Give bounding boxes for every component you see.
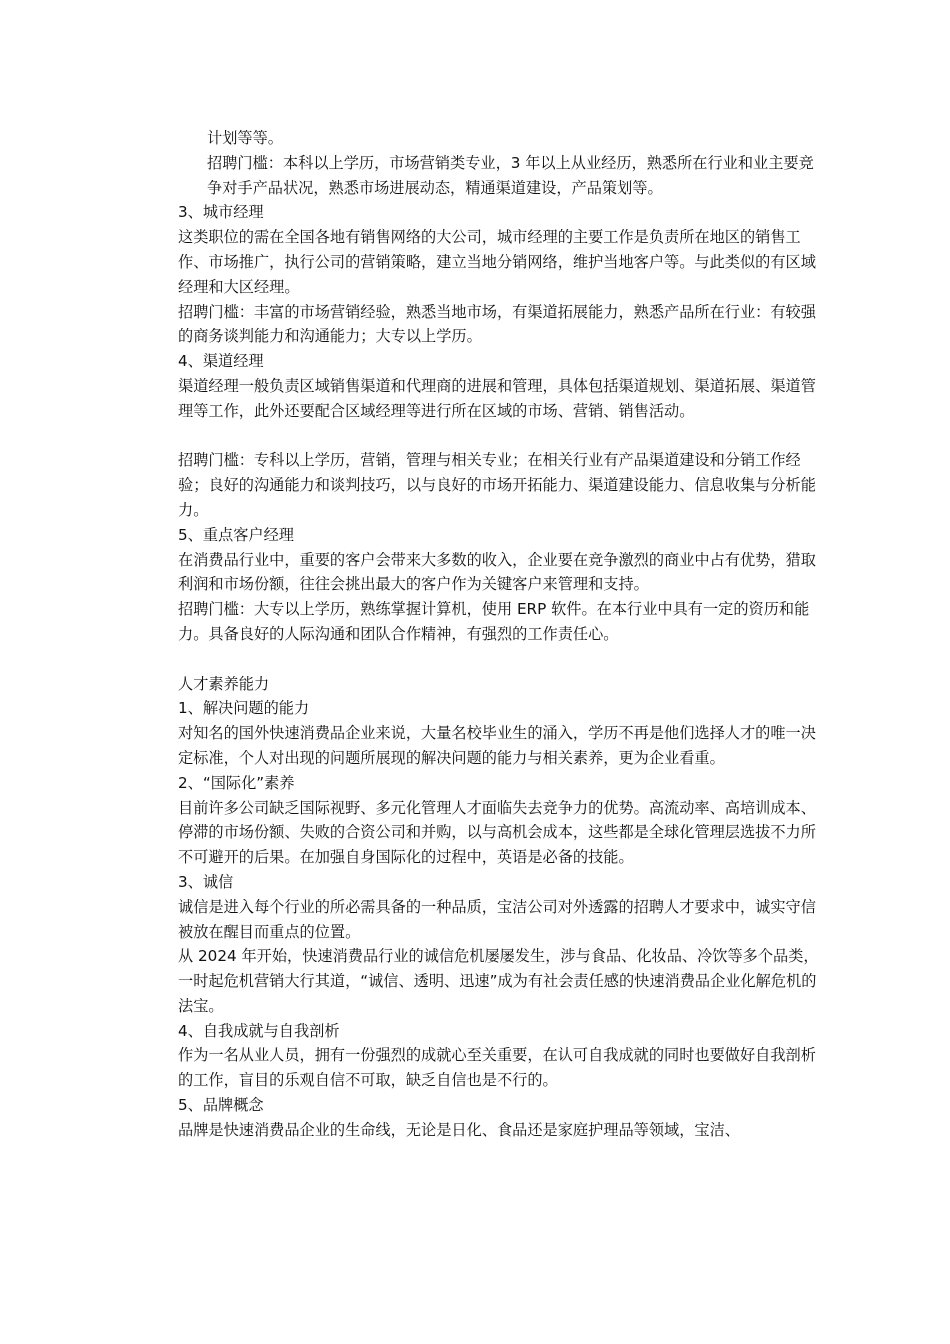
section-heading-key-account-manager: 5、重点客户经理	[178, 525, 294, 544]
paragraph-channel-manager-desc: 渠道经理一般负责区域销售渠道和代理商的进展和管理，具体包括渠道规划、渠道拓展、渠道管理等工作，此外还要配合区域经理等进行所在区域的市场、营销、销售活动。	[178, 376, 816, 420]
paragraph-problem-solving: 对知名的国外快速消费品企业来说，大量名校毕业生的涌入，学历不再是他们选择人才的唯一决定标准，个人对出现的问题所展现的解决问题的能力与相关素养，更为企业看重。	[178, 724, 816, 767]
section-heading-channel-manager: 4、渠道经理	[178, 352, 264, 371]
paragraph-key-account-desc: 在消费品行业中，重要的客户会带来大多数的收入，企业要在竞争激烈的商业中占有优势，猎取利润和市场份额，往往会挑出最大的客户作为关键客户来管理和支持。	[178, 550, 816, 594]
paragraph-recruit-threshold-1: 招聘门槛：本科以上学历，市场营销类专业，3 年以上从业经历，熟悉所在行业和业主要竞争对手产品状况，熟悉市场进展动态，精通渠道建设，产品策划等。	[207, 153, 814, 197]
paragraph-integrity-1: 诚信是进入每个行业的所必需具备的一种品质，宝洁公司对外透露的招聘人才要求中，诚实守信被放在醒目而重点的位置。	[178, 897, 816, 941]
subheading-self-achievement: 4、自我成就与自我剖析	[178, 1021, 340, 1040]
section-heading-city-manager: 3、城市经理	[178, 203, 264, 222]
paragraph-continuation: 计划等等。	[207, 129, 283, 147]
subheading-integrity: 3、诚信	[178, 872, 234, 891]
document-body	[178, 126, 823, 1143]
subheading-internationalization: 2、“国际化”素养	[178, 773, 295, 792]
blank-line	[178, 424, 823, 449]
subheading-brand-concept: 5、品牌概念	[178, 1096, 264, 1115]
subheading-problem-solving: 1、解决问题的能力	[178, 699, 310, 718]
blank-line	[178, 647, 823, 672]
section-heading-talent-qualities: 人才素养能力	[178, 674, 270, 693]
paragraph-self-achievement: 作为一名从业人员，拥有一份强烈的成就心至关重要，在认可自我成就的同时也要做好自我剖析的工作，盲目的乐观自信不可取，缺乏自信也是不行的。	[178, 1046, 816, 1090]
paragraph-city-manager-desc: 这类职位的需在全国各地有销售网络的大公司，城市经理的主要工作是负责所在地区的销售工作、市场推广，执行公司的营销策略，建立当地分销网络，维护当地客户等。与此类似的有区域经理和大区经理。	[178, 228, 816, 296]
paragraph-channel-manager-threshold: 招聘门槛：专科以上学历，营销，管理与相关专业；在相关行业有产品渠道建设和分销工作经验；良好的沟通能力和谈判技巧，以与良好的市场开拓能力、渠道建设能力、信息收集与分析能力。	[178, 451, 816, 519]
paragraph-city-manager-threshold: 招聘门槛：丰富的市场营销经验，熟悉当地市场，有渠道拓展能力，熟悉产品所在行业：有较强的商务谈判能力和沟通能力；大专以上学历。	[178, 302, 816, 346]
paragraph-brand-concept: 品牌是快速消费品企业的生命线，无论是日化、食品还是家庭护理品等领域，宝洁、	[178, 1120, 740, 1139]
paragraph-integrity-2: 从 2024 年开始，快速消费品行业的诚信危机屡屡发生，涉与食品、化妆品、冷饮等多个品类，一时起危机营销大行其道，“诚信、透明、迅速”成为有社会责任感的快速消费品企业化解危机的法宝。	[178, 947, 819, 1015]
paragraph-key-account-threshold: 招聘门槛：大专以上学历，熟练掌握计算机，使用 ERP 软件。在本行业中具有一定的资历和能力。具备良好的人际沟通和团队合作精神，有强烈的工作责任心。	[178, 600, 810, 643]
paragraph-internationalization: 目前许多公司缺乏国际视野、多元化管理人才面临失去竞争力的优势。高流动率、高培训成本、停滞的市场份额、失败的合资公司和并购，以与高机会成本，这些都是全球化管理层选拔不力所不可避开的后果。在加强自身国际化的过程中，英语是必备的技能。	[178, 798, 816, 867]
